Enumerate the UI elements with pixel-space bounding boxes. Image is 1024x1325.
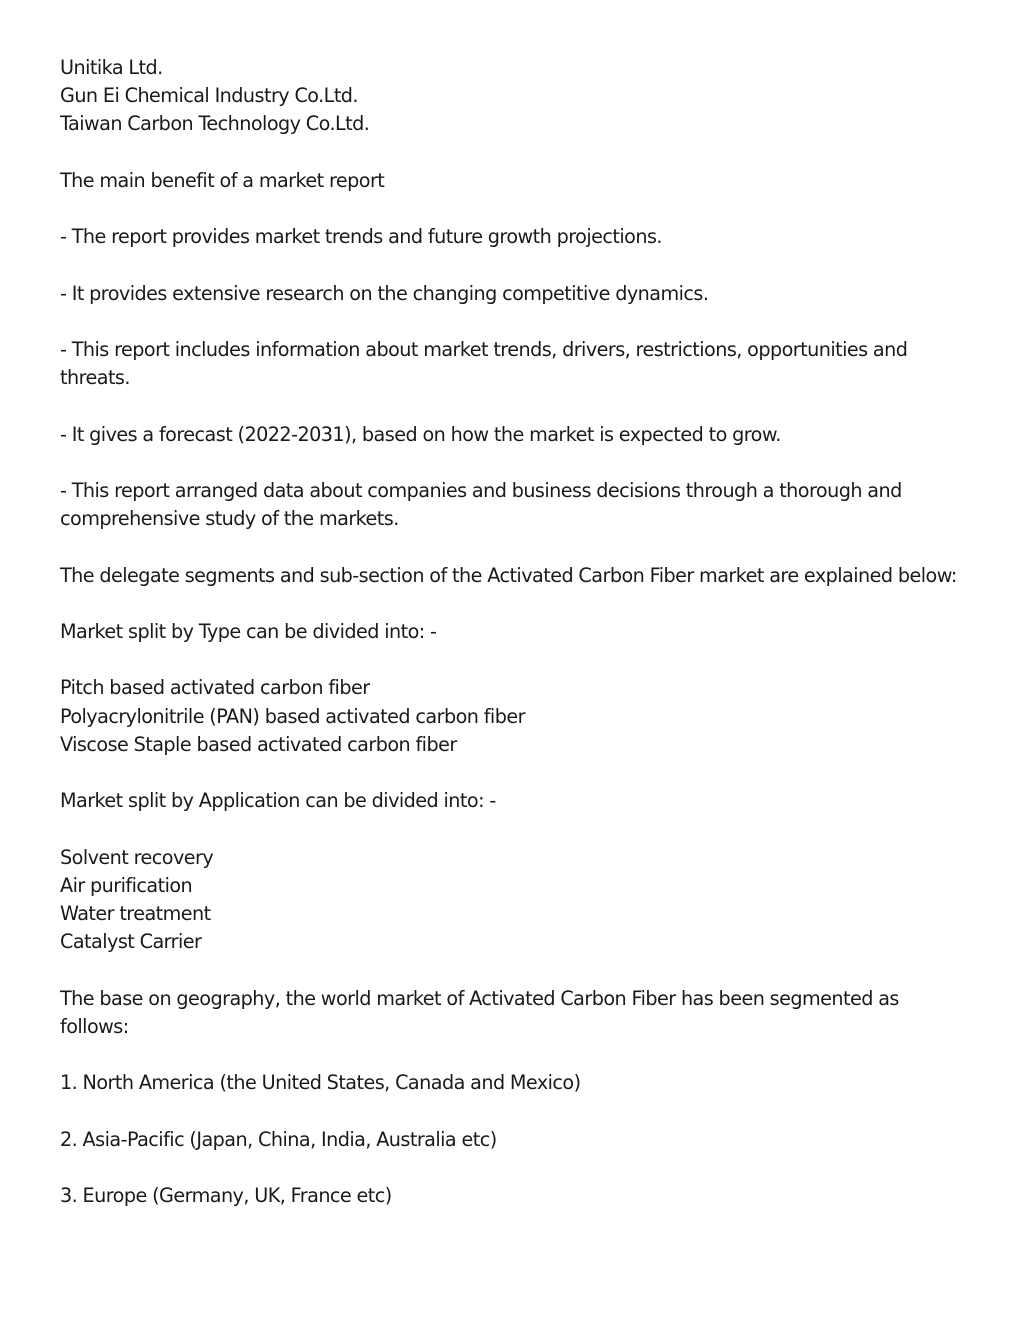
application-heading <box>60 787 960 815</box>
benefit-text: - The report provides market trends and future growth projections. <box>60 225 662 249</box>
company-item: Unitika Ltd. <box>60 56 163 79</box>
benefit-item-5 <box>60 477 960 533</box>
segments-intro-text: The delegate segments and sub-section of the Activated Carbon Fiber market are explained below: <box>60 563 957 587</box>
benefit-text: - It provides extensive research on the changing competitive dynamics. <box>60 281 709 305</box>
geography-intro <box>60 985 960 1041</box>
benefit-text: - This report arranged data about companies and business decisions through a thorough and comprehensive study of the markets. <box>60 478 902 531</box>
company-item: Taiwan Carbon Technology Co.Ltd. <box>60 112 370 136</box>
type-heading-text: Market split by Type can be divided into: - <box>60 619 437 643</box>
region-item-1 <box>60 1069 960 1097</box>
segments-intro <box>60 562 960 590</box>
type-item: Polyacrylonitrile (PAN) based activated carbon fiber <box>60 704 525 728</box>
type-list <box>60 674 960 759</box>
benefit-item-4 <box>60 421 960 449</box>
benefit-item-2 <box>60 280 960 308</box>
application-heading-text: Market split by Application can be divided into: - <box>60 789 496 813</box>
region-text: 3. Europe (Germany, UK, France etc) <box>60 1183 392 1207</box>
type-heading <box>60 618 960 646</box>
region-text: 1. North America (the United States, Canada and Mexico) <box>60 1071 581 1095</box>
application-item: Catalyst Carrier <box>60 930 202 954</box>
application-item: Water treatment <box>60 901 211 925</box>
application-list <box>60 844 960 957</box>
region-item-2 <box>60 1126 960 1154</box>
benefit-heading <box>60 167 960 195</box>
type-item: Pitch based activated carbon fiber <box>60 676 370 700</box>
region-text: 2. Asia-Pacific (Japan, China, India, Australia etc) <box>60 1127 497 1151</box>
type-item: Viscose Staple based activated carbon fiber <box>60 732 457 756</box>
document-page <box>60 54 960 1238</box>
company-item: Gun Ei Chemical Industry Co.Ltd. <box>60 84 358 108</box>
geography-intro-text: The base on geography, the world market of Activated Carbon Fiber has been segmented as follows: <box>60 986 899 1038</box>
benefit-text: - It gives a forecast (2022-2031), based on how the market is expected to grow. <box>60 422 781 446</box>
region-item-3 <box>60 1182 960 1210</box>
benefit-item-1 <box>60 223 960 251</box>
benefit-heading-text: The main benefit of a market report <box>60 168 385 192</box>
benefit-text: - This report includes information about market trends, drivers, restrictions, opportunities and threats. <box>60 337 908 390</box>
benefit-item-3 <box>60 336 960 392</box>
application-item: Solvent recovery <box>60 845 214 869</box>
application-item: Air purification <box>60 873 193 897</box>
company-list <box>60 54 960 139</box>
